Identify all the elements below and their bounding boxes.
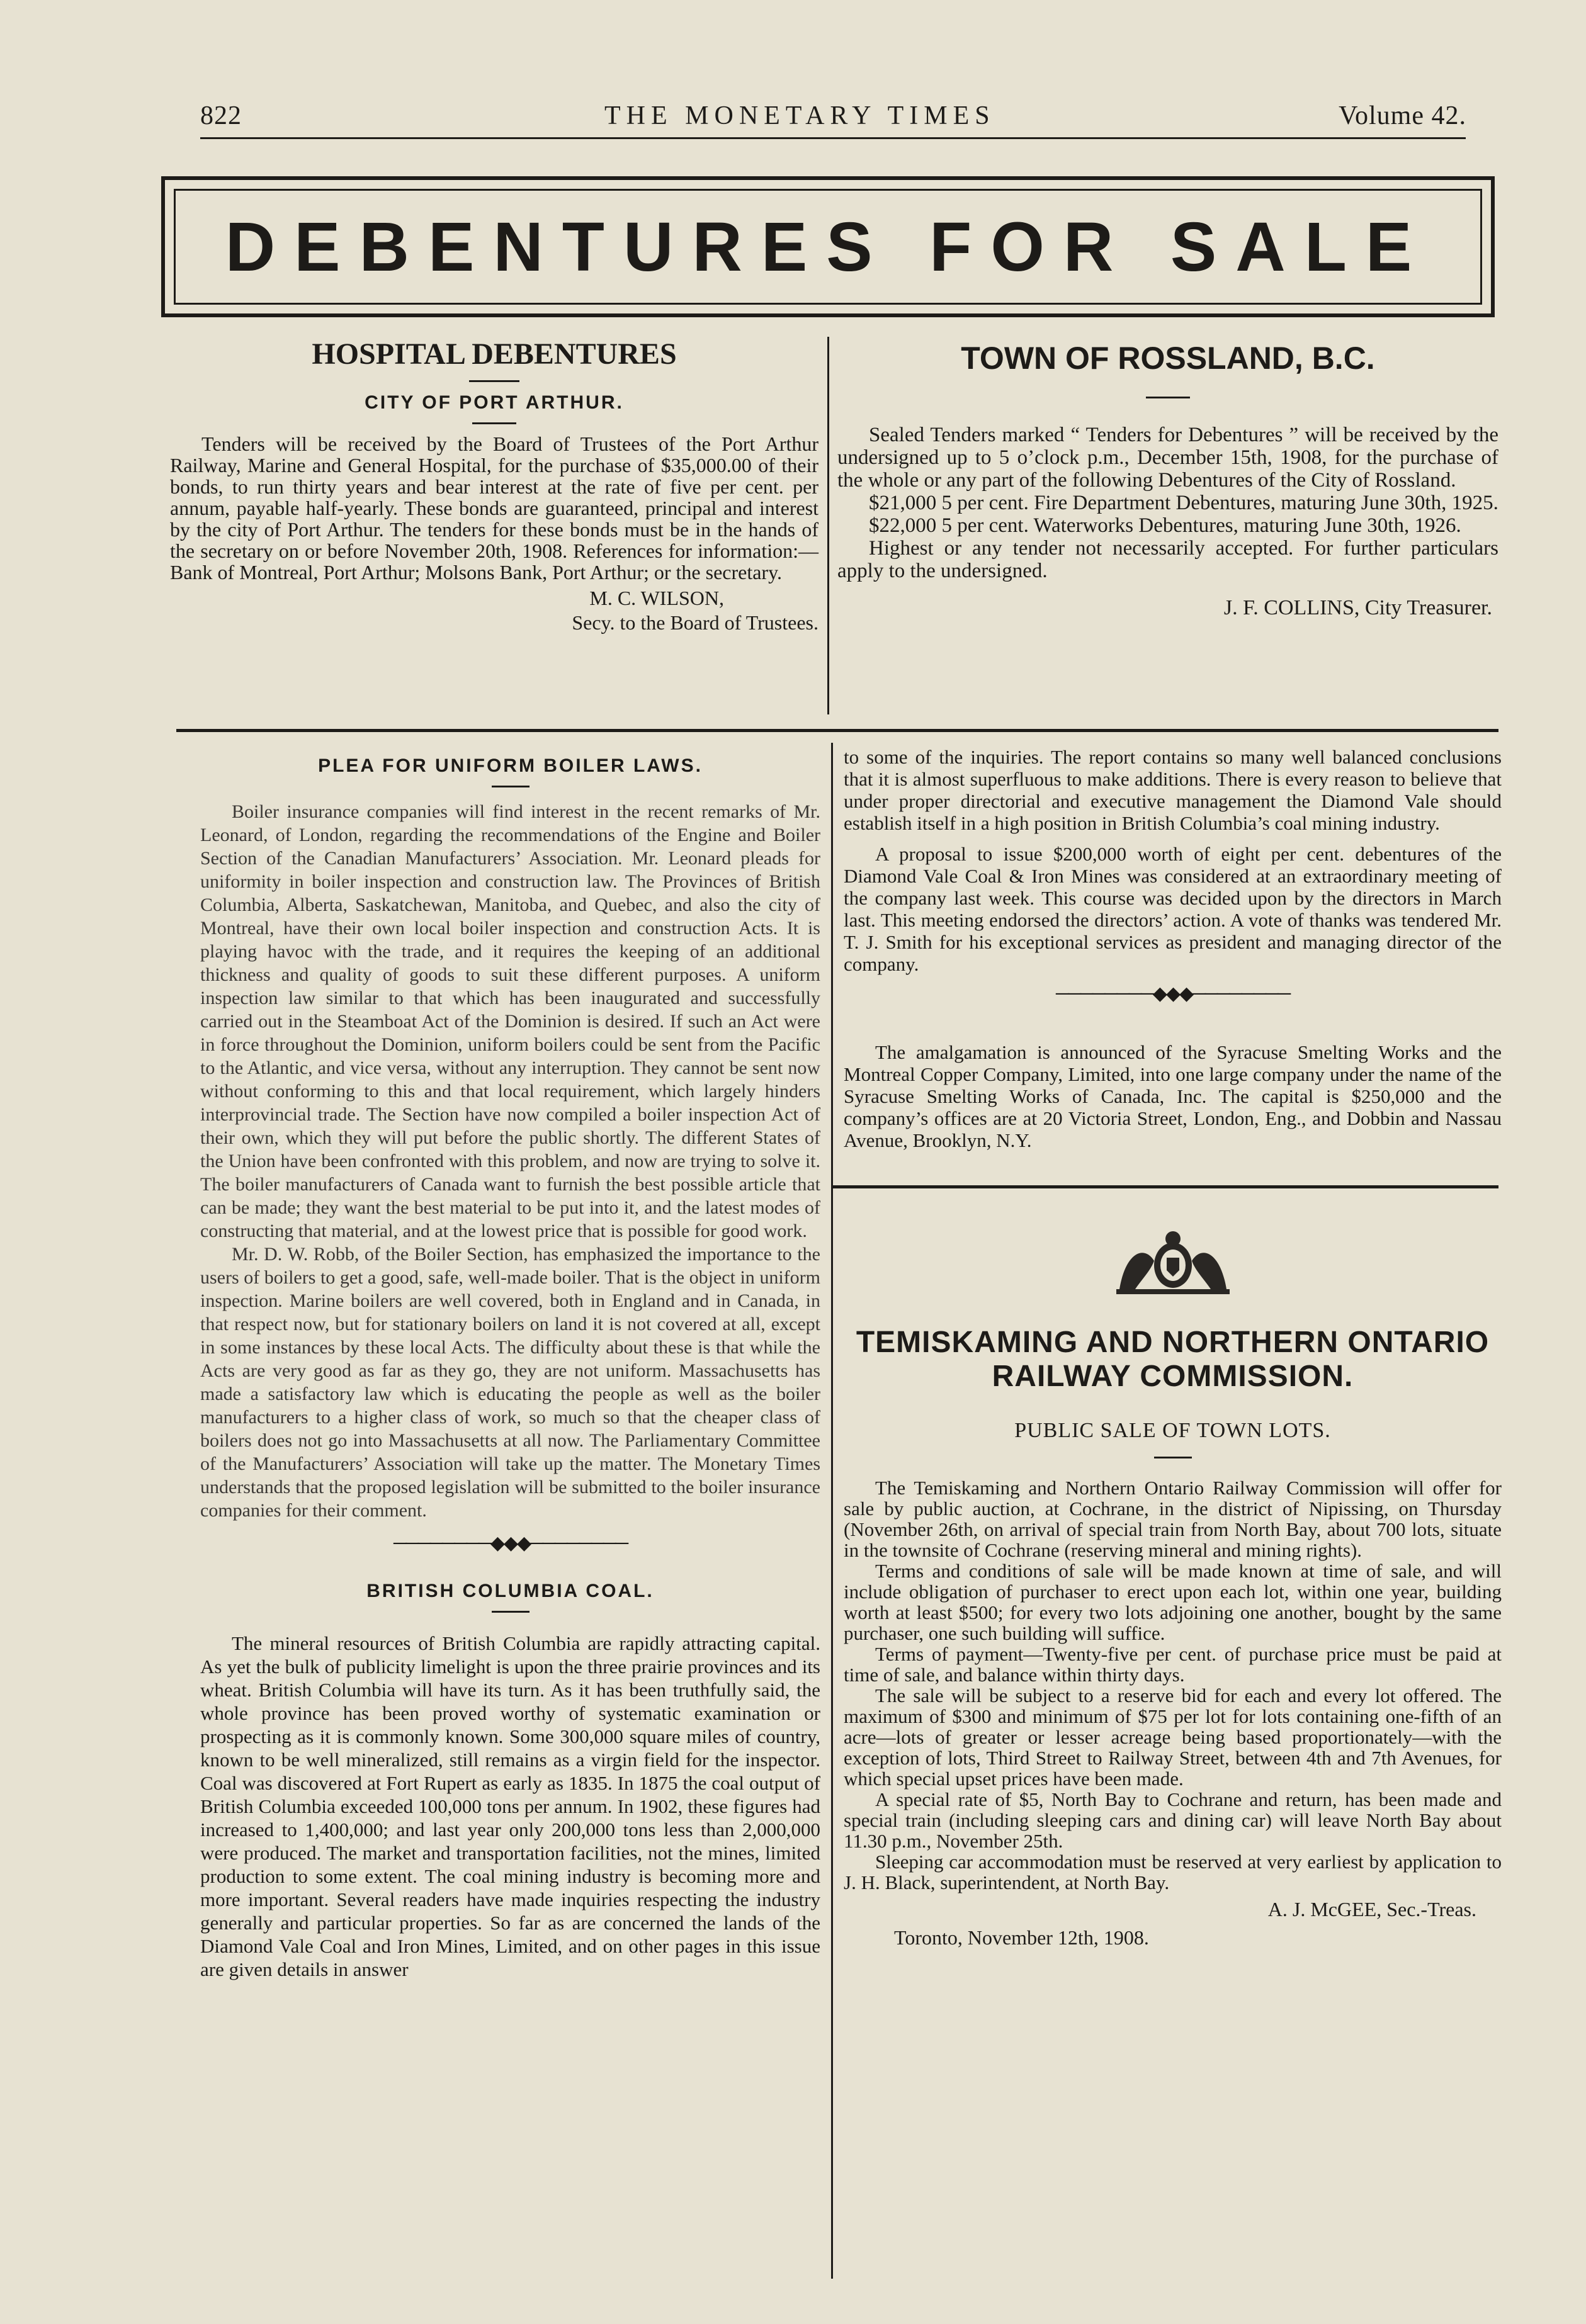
hospital-debentures-notice <box>170 337 818 635</box>
temiskaming-title-line1: TEMISKAMING AND NORTHERN ONTARIO <box>856 1326 1490 1359</box>
temiskaming-title-line2: RAILWAY COMMISSION. <box>992 1360 1354 1393</box>
rossland-signature: J. F. COLLINS, City Treasurer. <box>1223 596 1492 619</box>
hospital-body <box>170 433 818 583</box>
temiskaming-paragraph: Sleeping car accommodation must be reserved at very earliest by application to J. H. Black, superintendent, at North Bay. <box>844 1851 1502 1893</box>
syracuse-divider-rule <box>831 1185 1498 1188</box>
temiskaming-paragraph: The Temiskaming and Northern Ontario Railway Commission will offer for sale by public auction, at Cochrane, in the district of Nipissing, on Thursday (November 26th, on arrival of special train from North Bay, about 700 lots, situate in the townsite of Cochrane (reserving mineral and mining rights). <box>844 1477 1502 1561</box>
syracuse-body <box>844 1041 1502 1151</box>
hospital-subtitle-rule <box>472 422 516 424</box>
temiskaming-paragraph: A special rate of $5, North Bay to Cochrane and return, has been made and special train (including sleeping cars and dining car) will leave North Bay about 11.30 p.m., November 25th. <box>844 1788 1502 1852</box>
hospital-title-rule <box>469 380 519 382</box>
rossland-body <box>837 424 1498 582</box>
header-rule <box>200 137 1466 139</box>
left-column <box>200 755 820 1981</box>
boiler-body <box>200 800 820 1522</box>
section-ornament: ────────◆◆◆──────── <box>393 1533 628 1554</box>
syracuse-paragraph: The amalgamation is announced of the Syracuse Smelting Works and the Montreal Copper Company, Limited, into one large company under the name of the Syracuse Smelting Works of Canada, Inc. The capital is $250,000 and the company’s offices are at 20 Victoria Street, London, Eng., and Dobbin and Nassau Avenue, Brooklyn, N.Y. <box>844 1041 1502 1151</box>
temiskaming-paragraph: Terms of payment—Twenty-five per cent. of purchase price must be paid at time of sale, and balance within thirty days. <box>844 1643 1502 1686</box>
coat-of-arms-emblem <box>1107 1226 1239 1302</box>
hospital-title: HOSPITAL DEBENTURES <box>312 337 677 371</box>
bccoal-title: BRITISH COLUMBIA COAL. <box>366 1581 654 1601</box>
temiskaming-paragraph: The sale will be subject to a reserve bid for each and every lot offered. The maximum of $300 and minimum of $75 per lot for lots containing one-fifth of an acre—lots of greater or lesser acreage being based proportionately—with the exception of lots, Third Street to Railway Street, between 4th and 7th Avenues, for which special upset prices have been made. <box>844 1684 1502 1790</box>
volume-label: Volume 42. <box>1339 101 1466 130</box>
temiskaming-subtitle-rule <box>1154 1457 1192 1458</box>
rossland-title: TOWN OF ROSSLAND, B.C. <box>961 341 1375 376</box>
temiskaming-paragraph: Terms and conditions of sale will be made known at time of sale, and will include obligation of purchaser to erect upon each lot, within one year, building worth at least $500; for every two lots adjoining one another, bought by the same purchaser, one such building will suffice. <box>844 1560 1502 1644</box>
bccoal-title-rule <box>492 1611 530 1613</box>
boiler-title-rule <box>492 786 530 787</box>
banner-title: DEBENTURES FOR SALE <box>225 208 1431 286</box>
boiler-paragraph: Mr. D. W. Robb, of the Boiler Section, has emphasized the importance to the users of boilers to get a good, safe, well-made boiler. That is the object in uniform inspection. Marine boilers are well covered, both in England and in Canada, in that respect now, but for stationary boilers on land it is not covered at all, except in some instances by these local Acts. The difficulty about these is that while the Acts are very good as far as they go, they are not uniform. Massachusetts has made a satisfactory law which is educating the people as well as the boiler manufacturers to a higher class of work, so much so that the cheaper class of boilers does not go into Massachusetts at all now. The Parliamentary Committee of the Manufacturers’ Association will take up the matter. The Monetary Times understands that the proposed legislation will be submitted to the boiler insurance companies for their comment. <box>200 1244 820 1521</box>
rossland-paragraph: Sealed Tenders marked “ Tenders for Debentures ” will be received by the undersigned up to 5 o’clock p.m., December 15th, 1908, for the purchase of the whole or any part of the following Debentures of the City of Rossland. <box>837 424 1498 492</box>
rossland-title-rule <box>1146 397 1190 398</box>
top-column-divider <box>827 337 829 714</box>
boiler-paragraph: Boiler insurance companies will find interest in the recent remarks of Mr. Leonard, of London, regarding the recommendations of the Engine and Boiler Section of the Canadian Manufacturers’ Association. Mr. Leonard pleads for uniformity in boiler inspection and construction law. The Provinces of British Columbia, Alberta, Saskatchewan, Manitoba, and Quebec, and also the city of Montreal, have their own local boiler inspection and construction Acts. It is playing havoc with the trade, and it requires the keeping of an additional thickness and quality of goods to suit these different purposes. A uniform inspection law similar to that which has been inaugurated and successfully carried out in the Steamboat Act of the Dominion is desired. If such an Act were in force throughout the Dominion, uniform boilers could be sent from the Pacific to the Atlantic, and vice versa, without any interruption. They cannot be sent now without conforming to this and that local requirement, which largely hinders interprovincial trade. The Section have now compiled a boiler inspection Act of their own, which they will put before the public shortly. The different States of the Union have been confronted with this problem, and now are trying to solve it. The boiler manufacturers of Canada want to furnish the best possible article that can be made; they want the best material to be put into it, and the latest modes of constructing that material, and at the lowest price that is possible for good work. <box>200 801 820 1241</box>
temiskaming-subtitle: PUBLIC SALE OF TOWN LOTS. <box>1014 1419 1331 1442</box>
hospital-signature: M. C. WILSON, <box>589 587 724 609</box>
continued-paragraph: A proposal to issue $200,000 worth of eight per cent. debentures of the Diamond Vale Coal & Iron Mines was considered at an extraordinary meeting of the company last week. This course was decided upon by the directors in March last. This meeting endorsed the directors’ action. A vote of thanks was tendered Mr. T. J. Smith for his exceptional services as president and managing director of the company. <box>844 843 1502 975</box>
section-divider-rule <box>176 729 1498 732</box>
temiskaming-dateline: Toronto, November 12th, 1908. <box>894 1926 1149 1949</box>
continued-body <box>844 746 1502 975</box>
hospital-paragraph: Tenders will be received by the Board of Trustees of the Port Arthur Railway, Marine and General Hospital, for the purchase of $35,000.00 of their bonds, to run thirty years and bear interest at the rate of five per cent. per annum, payable half-yearly. These bonds are guaranteed, principal and interest by the city of Port Arthur. The tenders for these bonds must be in the hands of the secretary on or before November 20th, 1908. References for information:— Bank of Montreal, Port Arthur; Molsons Bank, Port Arthur; or the secretary. <box>170 432 818 584</box>
hospital-signature-title: Secy. to the Board of Trustees. <box>572 611 818 634</box>
banner-inner-frame <box>174 189 1482 305</box>
bccoal-body <box>200 1632 820 1981</box>
bottom-column-divider <box>831 743 833 2279</box>
publication-title: THE MONETARY TIMES <box>604 101 995 130</box>
hospital-subtitle: CITY OF PORT ARTHUR. <box>365 392 624 413</box>
bccoal-paragraph: The mineral resources of British Columbia are rapidly attracting capital. As yet the bulk of publicity limelight is upon the three prairie provinces and its wheat. British Columbia will have its turn. As it has been truthfully said, the whole province has been proved worthy of systematic examination or prospecting as it is commonly known. Some 300,000 square miles of country, known to be well mineralized, still remains as a virgin field for the inspector. Coal was discovered at Fort Rupert as early as 1835. In 1875 the coal output of British Columbia exceeded 100,000 tons per annum. In 1902, these figures had increased to 1,400,000; and last year only 200,000 tons less than 2,000,000 were produced. The market and transportation facilities, not the mines, limited production to some extent. The coal mining industry is becoming more and more important. Several readers have made inquiries respecting the industry generally and particular properties. So far as are concerned the lands of the Diamond Vale Coal and Iron Mines, Limited, and on other pages in this issue are given details in answer <box>200 1632 820 1980</box>
temiskaming-body <box>844 1477 1502 1893</box>
rossland-notice <box>837 340 1498 620</box>
right-column <box>844 746 1502 1949</box>
page-number: 822 <box>200 101 242 130</box>
continued-paragraph: to some of the inquiries. The report contains so many well balanced conclusions that it is almost superfluous to make additions. There is every reason to believe that under proper directorial and executive management the Diamond Vale should establish itself in a high position in British Columbia’s coal mining industry. <box>844 746 1502 834</box>
rossland-paragraph: $21,000 5 per cent. Fire Department Debentures, maturing June 30th, 1925. <box>869 492 1498 514</box>
temiskaming-signature: A. J. McGEE, Sec.-Treas. <box>1267 1898 1476 1921</box>
rossland-paragraph: $22,000 5 per cent. Waterworks Debentures, maturing June 30th, 1926. <box>869 514 1461 537</box>
rossland-paragraph: Highest or any tender not necessarily accepted. For further particulars apply to the undersigned. <box>837 537 1498 582</box>
section-ornament: ────────◆◆◆──────── <box>1055 983 1290 1004</box>
debentures-banner <box>161 176 1495 317</box>
boiler-title: PLEA FOR UNIFORM BOILER LAWS. <box>318 755 703 776</box>
